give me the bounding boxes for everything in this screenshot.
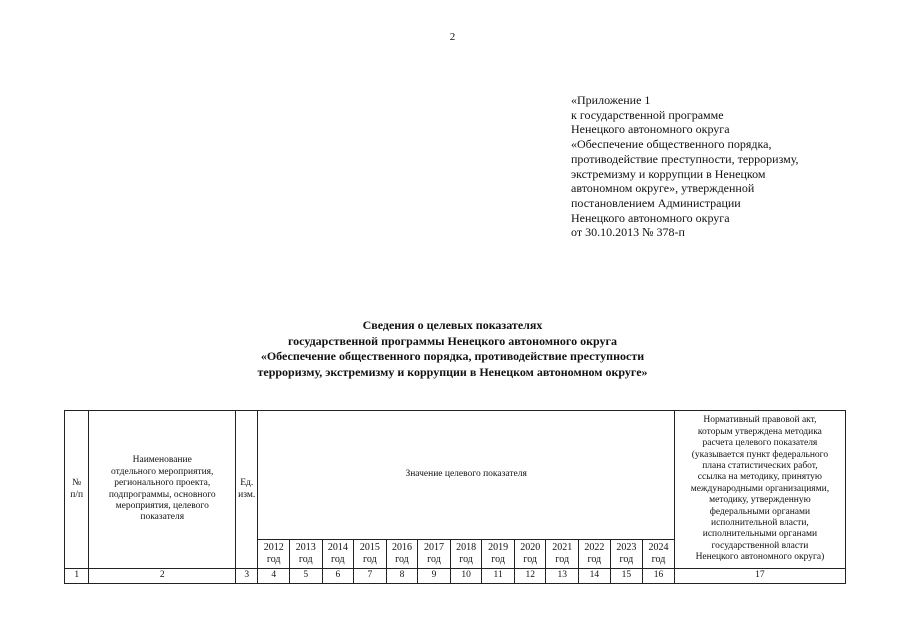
year-header-cell bbox=[386, 540, 418, 569]
column-number-cell: 15 bbox=[610, 569, 643, 584]
year-header-cell bbox=[643, 540, 675, 569]
year-value: 2014 bbox=[327, 542, 348, 553]
column-number-cell: 7 bbox=[354, 569, 387, 584]
year-suffix: год bbox=[266, 554, 281, 565]
header-name-line: регионального проекта, bbox=[114, 478, 211, 489]
year-suffix: год bbox=[298, 554, 313, 565]
document-title bbox=[0, 318, 905, 380]
year-value: 2024 bbox=[648, 542, 669, 553]
column-number-cell: 9 bbox=[418, 569, 451, 584]
year-suffix: год bbox=[459, 554, 473, 565]
header-name-line: Наименование bbox=[132, 455, 192, 466]
year-suffix: год bbox=[363, 554, 377, 565]
appendix-line: Ненецкого автономного округа bbox=[571, 122, 730, 137]
header-unit-line: изм. bbox=[238, 489, 256, 500]
indicators-table bbox=[64, 410, 846, 584]
title-line: государственной программы Ненецкого автономного округа bbox=[288, 333, 617, 348]
year-value: 2017 bbox=[424, 542, 444, 553]
header-name-line: мероприятия, целевого bbox=[115, 500, 209, 511]
header-number bbox=[65, 411, 89, 569]
header-act-line: международными организациями, bbox=[690, 483, 830, 494]
column-number-cell: 4 bbox=[258, 569, 290, 584]
header-act-line: исполнительными органами bbox=[702, 529, 818, 540]
title-line: терроризму, экстремизму и коррупции в Ненецком автономном округе» bbox=[257, 364, 648, 379]
header-act-line: Ненецкого автономного округа) bbox=[695, 552, 825, 563]
year-header-cell bbox=[258, 540, 290, 569]
header-name-line: подпрограммы, основного bbox=[108, 489, 216, 500]
year-header-cell bbox=[610, 540, 643, 569]
header-name bbox=[89, 411, 236, 569]
year-header-cell bbox=[418, 540, 451, 569]
column-number-cell: 5 bbox=[289, 569, 322, 584]
year-value: 2023 bbox=[616, 542, 637, 553]
year-value: 2019 bbox=[488, 542, 509, 553]
year-suffix: год bbox=[330, 554, 345, 565]
year-header-cell bbox=[579, 540, 611, 569]
year-header-cell bbox=[354, 540, 387, 569]
column-number-cell: 3 bbox=[236, 569, 258, 584]
year-header-cell bbox=[450, 540, 482, 569]
column-number-cell: 2 bbox=[89, 569, 236, 584]
title-line: Сведения о целевых показателях bbox=[362, 318, 543, 332]
column-number-cell: 12 bbox=[514, 569, 546, 584]
header-act-line: федеральными органами bbox=[709, 506, 811, 517]
column-number-cell: 8 bbox=[386, 569, 418, 584]
header-act-line: государственной власти bbox=[711, 540, 809, 551]
appendix-line: от 30.10.2013 № 378-п bbox=[571, 225, 685, 240]
year-header-cell bbox=[322, 540, 354, 569]
column-number-cell: 17 bbox=[674, 569, 845, 584]
header-unit bbox=[236, 411, 258, 569]
year-suffix: год bbox=[491, 554, 505, 565]
header-unit-line: Ед. bbox=[240, 478, 254, 489]
appendix-block bbox=[571, 93, 871, 240]
column-number-cell: 16 bbox=[643, 569, 675, 584]
title-line: «Обеспечение общественного порядка, противодействие преступности bbox=[260, 349, 645, 363]
year-value: 2022 bbox=[584, 542, 605, 553]
appendix-line: к государственной программе bbox=[571, 107, 724, 122]
header-act-line: Нормативный правовой акт, bbox=[703, 415, 817, 426]
header-act-line: расчета целевого показателя bbox=[702, 438, 818, 449]
year-value: 2012 bbox=[263, 542, 284, 553]
year-suffix: год bbox=[427, 554, 441, 565]
header-number-line: № bbox=[72, 478, 82, 489]
header-act-line: (указывается пункт федерального bbox=[691, 449, 829, 460]
column-number-cell: 11 bbox=[482, 569, 515, 584]
column-number-cell: 13 bbox=[546, 569, 579, 584]
column-number-cell: 6 bbox=[322, 569, 354, 584]
year-suffix: год bbox=[651, 554, 666, 565]
column-number-cell: 10 bbox=[450, 569, 482, 584]
year-suffix: год bbox=[555, 554, 570, 565]
header-act-line: плана статистических работ, bbox=[702, 460, 818, 471]
column-number-cell: 14 bbox=[579, 569, 611, 584]
year-header-cell bbox=[514, 540, 546, 569]
page-number: 2 bbox=[449, 31, 456, 43]
header-name-line: показателя bbox=[140, 512, 185, 523]
year-suffix: год bbox=[619, 554, 634, 565]
header-number-line: п/п bbox=[70, 489, 84, 500]
header-value: Значение целевого показателя bbox=[258, 411, 674, 540]
year-value: 2020 bbox=[520, 542, 541, 553]
year-value: 2015 bbox=[359, 542, 380, 553]
header-act-line: ссылка на методику, принятую bbox=[697, 472, 823, 483]
year-value: 2016 bbox=[391, 542, 412, 553]
year-value: 2021 bbox=[552, 542, 573, 553]
year-value: 2013 bbox=[295, 542, 316, 553]
header-act-line: методику, утвержденную bbox=[709, 495, 811, 506]
header-name-line: отдельного мероприятия, bbox=[111, 466, 214, 477]
year-header-cell bbox=[289, 540, 322, 569]
year-value: 2018 bbox=[456, 542, 477, 553]
appendix-line: автономном округе», утвержденной bbox=[571, 181, 755, 196]
appendix-line: Ненецкого автономного округа bbox=[571, 210, 730, 225]
appendix-line: постановлением Администрации bbox=[571, 195, 741, 210]
year-header-cell bbox=[482, 540, 515, 569]
appendix-line: экстремизму и коррупции в Ненецком bbox=[571, 166, 766, 181]
header-act-line: исполнительной власти, bbox=[711, 518, 809, 529]
header-normative-act bbox=[674, 411, 845, 569]
year-suffix: год bbox=[395, 554, 409, 565]
column-number-cell: 1 bbox=[65, 569, 89, 584]
header-act-line: которым утверждена методика bbox=[697, 426, 822, 437]
year-suffix: год bbox=[523, 554, 538, 565]
appendix-line: противодействие преступности, терроризму, bbox=[571, 151, 799, 166]
appendix-line: «Обеспечение общественного порядка, bbox=[571, 137, 772, 152]
appendix-line: «Приложение 1 bbox=[571, 93, 651, 107]
year-suffix: год bbox=[587, 554, 602, 565]
year-header-cell bbox=[546, 540, 579, 569]
